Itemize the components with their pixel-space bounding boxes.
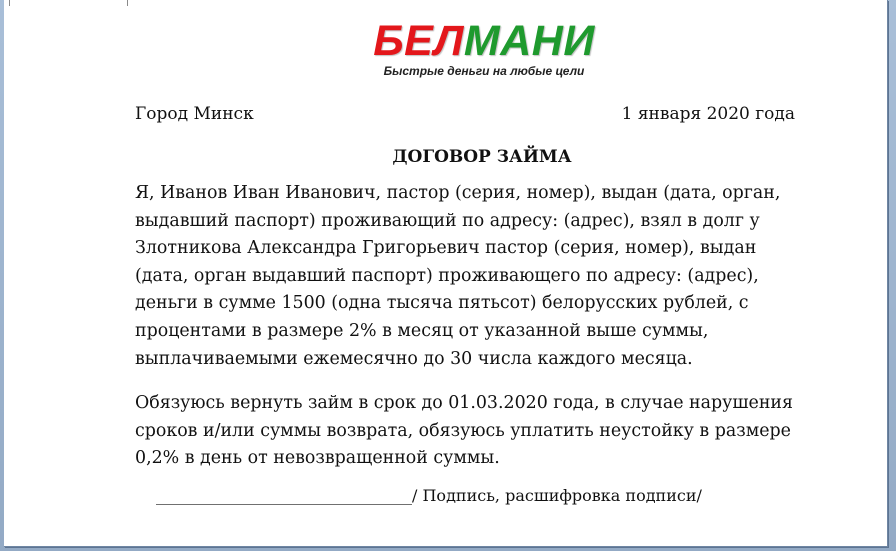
logo-tagline: Быстрые деньги на любые цели [383,64,585,78]
loan-terms-paragraph [135,180,835,373]
city-text: Город Минск [135,104,254,124]
document-title: ДОГОВОР ЗАЙМА [392,147,572,167]
paragraph-line: Злотникова Александра Григорьевич пастор (серия, номер), выдан [135,238,757,259]
paragraph-line: сроков и/или суммы возврата, обязуюсь уплатить неустойку в размере [135,420,791,441]
logo-wordmark [364,18,604,64]
paragraph-line: деньги в сумме 1500 (одна тысяча пятьсот) белорусских рублей, с [135,293,749,314]
company-logo [364,18,604,78]
paragraph-line: выплачиваемыми ежемесячно до 30 числа каждого месяца. [135,348,693,369]
logo-wordmark-red: БЕЛ [373,17,464,65]
paragraph-line: 0,2% в день от невозвращенной суммы. [135,448,500,469]
date-text: 1 января 2020 года [621,104,795,124]
paragraph-line: процентами в размере 2% в месяц от указанной выше суммы, [135,320,709,341]
document-page [4,0,888,547]
signature-line: ________________________________/ Подпись, расшифровка подписи/ [156,486,702,505]
paragraph-line: (дата, орган выдавший паспорт) проживающего по адресу: (адрес), [135,265,759,286]
paragraph-line: выдавший паспорт) проживающий по адресу: (адрес), взял в долг у [135,210,760,231]
page-corner-mark-right [127,0,128,6]
logo-wordmark-green: МАНИ [463,17,595,65]
repayment-terms-paragraph [135,390,835,473]
paragraph-line: Обязуюсь вернуть займ в срок до 01.03.2020 года, в случае нарушения [135,393,793,413]
page-corner-mark-left [9,0,10,6]
paragraph-line: Я, Иванов Иван Иванович, пастор (серия, номер), выдан (дата, орган, [135,183,781,203]
